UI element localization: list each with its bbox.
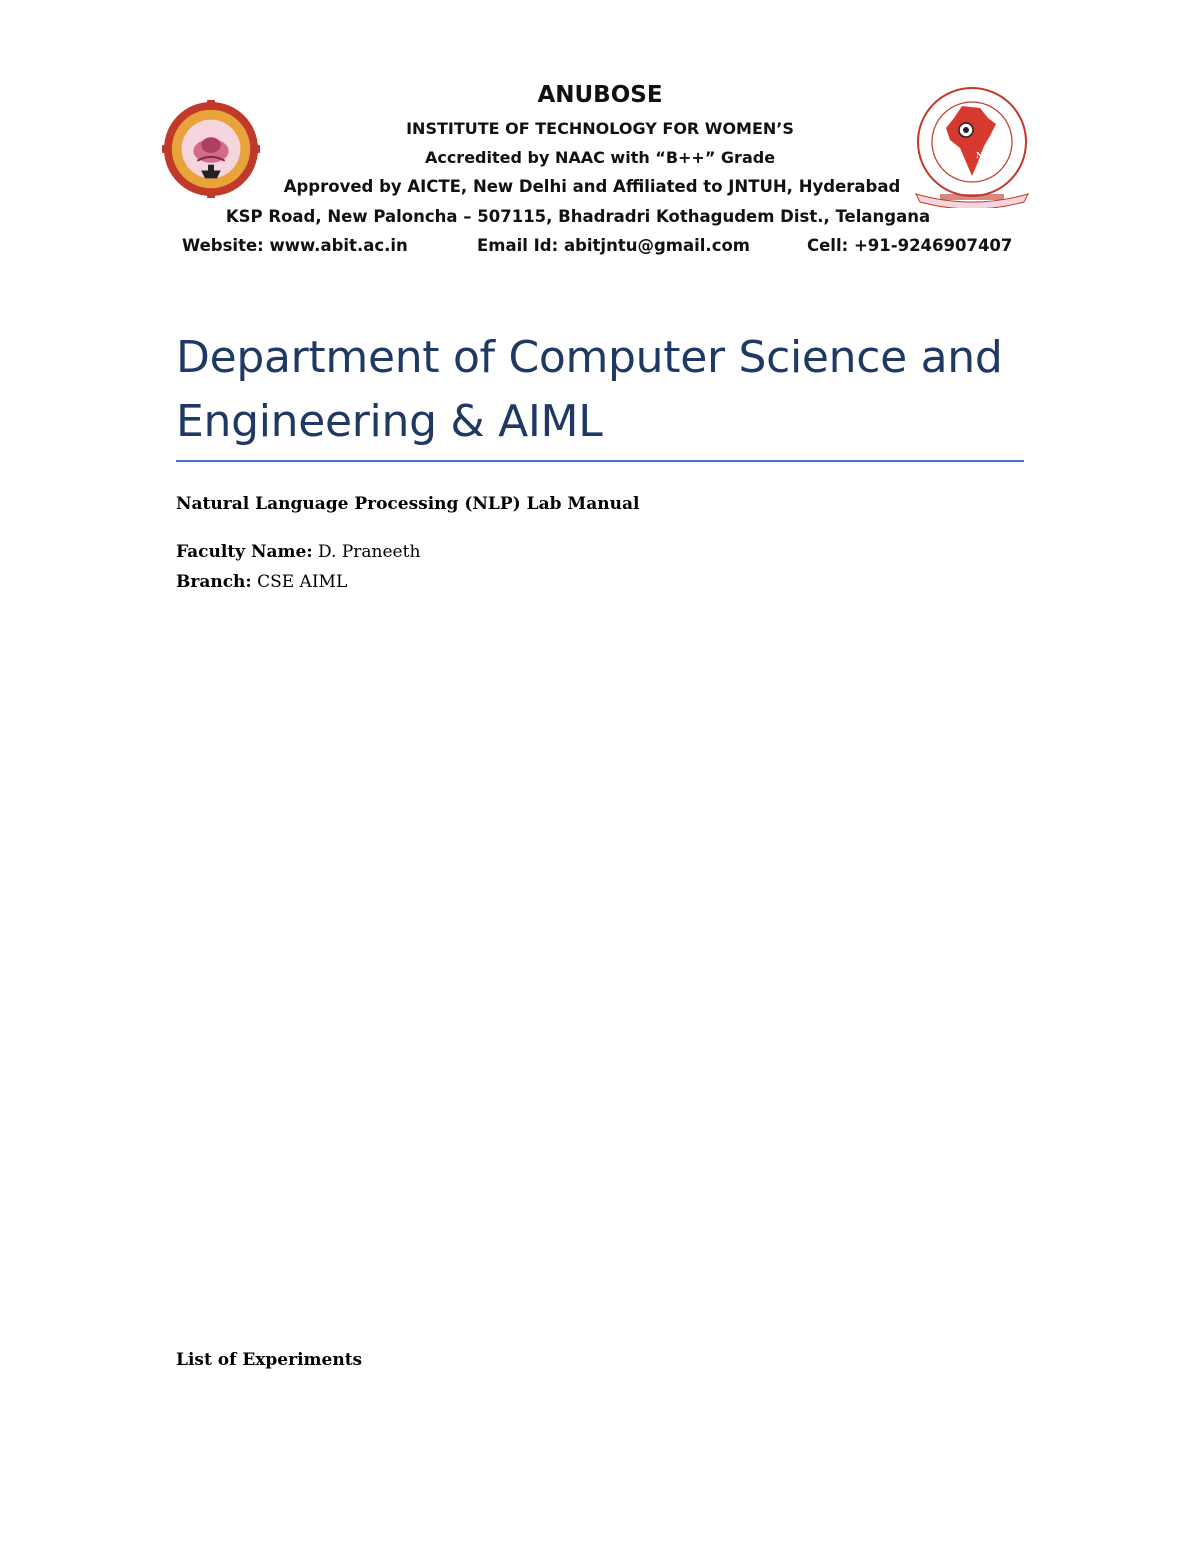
faculty-value: D. Praneeth (312, 542, 421, 562)
title-underline (176, 460, 1024, 462)
branch-line (176, 572, 347, 592)
approval-line: Approved by AICTE, New Delhi and Affiliated to JNTUH, Hyderabad (283, 177, 901, 196)
cell-text: Cell: +91-9246907407 (807, 236, 1013, 255)
manual-title: Natural Language Processing (NLP) Lab Manual (176, 494, 640, 514)
faculty-line (176, 542, 420, 562)
website-text: Website: www.abit.ac.in (182, 236, 408, 255)
naac-seal-text: NAAC (976, 150, 1003, 160)
department-title-line-1: Department of Computer Science and (176, 332, 1003, 383)
accreditation-line: Accredited by NAAC with “B++” Grade (424, 148, 776, 167)
institute-subtitle: INSTITUTE OF TECHNOLOGY FOR WOMEN’S (406, 119, 794, 138)
department-title (176, 326, 1026, 454)
institute-name: ANUBOSE (537, 82, 663, 108)
branch-label: Branch: (176, 572, 252, 592)
experiments-heading: List of Experiments (176, 1350, 363, 1370)
email-text: Email Id: abitjntu@gmail.com (477, 236, 750, 255)
address-line: KSP Road, New Paloncha – 507115, Bhadradri Kothagudem Dist., Telangana (225, 207, 931, 226)
faculty-label: Faculty Name: (176, 542, 313, 562)
branch-value: CSE AIML (251, 572, 348, 592)
naac-seal-icon (910, 84, 1034, 208)
department-title-line-2: Engineering & AIML (176, 396, 603, 447)
letterhead (160, 78, 1040, 268)
